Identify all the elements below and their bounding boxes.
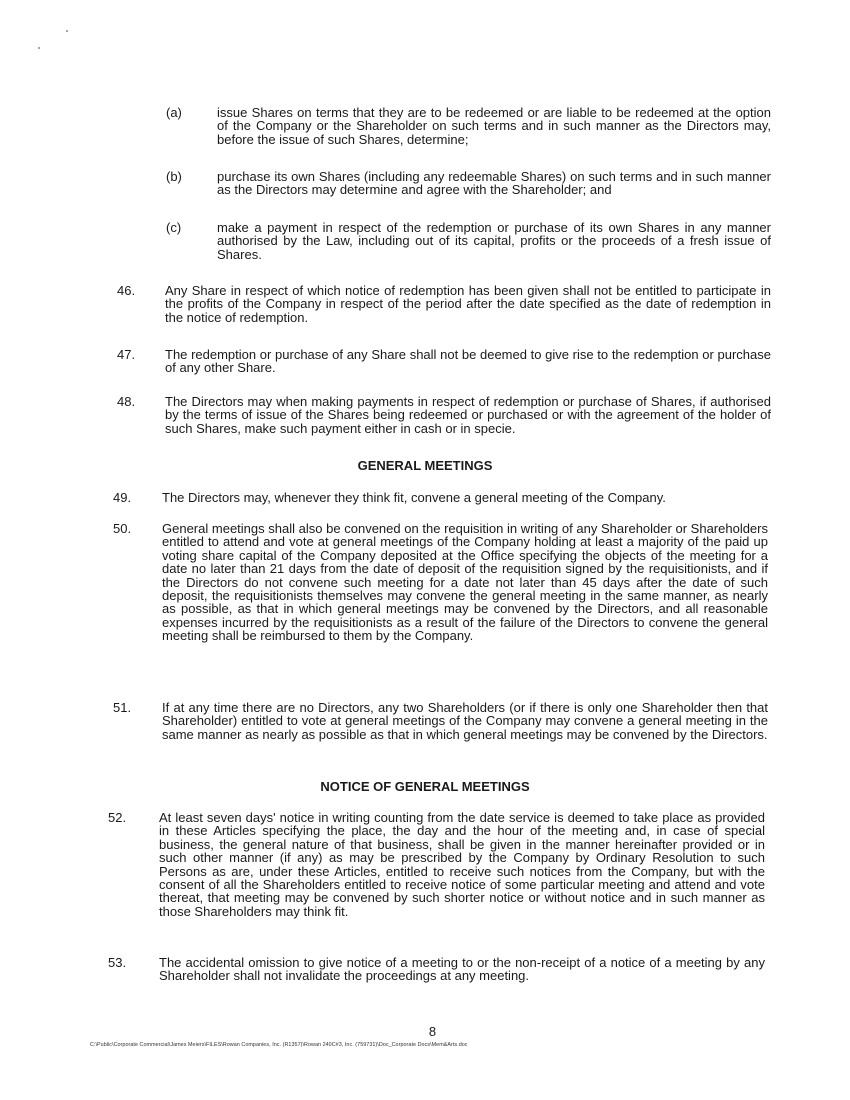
scan-speck	[38, 47, 40, 49]
clause-text-51: If at any time there are no Directors, any two Shareholders (or if there is only one Shareholder then that Shareholder) entitled to vote at general meetings of the Company may convene a general meeting in the same manner as nearly as possible as that in which general meetings may be convened by the Directors.	[162, 700, 768, 742]
section-heading-notice-of-general-meetings: NOTICE OF GENERAL MEETINGS	[320, 779, 530, 794]
sub-item-label-b: (b)	[166, 169, 182, 184]
scan-speck	[66, 30, 68, 32]
clause-text-48: The Directors may when making payments in respect of redemption or purchase of Shares, if authorised by the terms of issue of the Shares being redeemed or purchased or with the agreement of the holder of such Shares, make such payment either in cash or in specie.	[165, 394, 771, 436]
sub-item-text-a: issue Shares on terms that they are to be redeemed or are liable to be redeemed at the option of the Company or the Shareholder on such terms and in such manner as the Directors may, before the issue of such Shares, determine;	[217, 105, 771, 147]
clause-number-46: 46.	[117, 283, 136, 298]
clause-text-53: The accidental omission to give notice of a meeting to or the non-receipt of a notice of a meeting by any Shareholder shall not invalidate the proceedings at any meeting.	[159, 955, 765, 984]
sub-item-label-c: (c)	[166, 220, 182, 235]
clause-number-51: 51.	[113, 700, 132, 715]
clause-number-48: 48.	[117, 394, 136, 409]
clause-number-50: 50.	[113, 521, 132, 536]
clause-text-46: Any Share in respect of which notice of redemption has been given shall not be entitled to participate in the profits of the Company in respect of the period after the date specified as the date of redemption in the notice of redemption.	[165, 283, 771, 325]
clause-text-50: General meetings shall also be convened on the requisition in writing of any Shareholder or Shareholders entitled to attend and vote at general meetings of the Company holding at least a majority of the paid up voting share capital of the Company deposited at the Office specifying the objects of the meeting for a date no later than 21 days from the date of deposit of the requisition signed by the requisitionists, and if the Directors do not convene such meeting for a date not later than 45 days after the date of such deposit, the requisitionists themselves may convene the general meeting in the same manner, as nearly as possible, as that in which general meetings may be convened by the Directors, and all reasonable expenses incurred by the requisitionists as a result of the failure of the Directors to convene the general meeting shall be reimbursed to them by the Company.	[162, 521, 768, 644]
sub-item-label-a: (a)	[166, 105, 182, 120]
page-number: 8	[428, 1024, 437, 1039]
sub-item-text-c: make a payment in respect of the redemption or purchase of its own Shares in any manner authorised by the Law, including out of its capital, profits or the proceeds of a fresh issue of Shares.	[217, 220, 771, 262]
clause-number-53: 53.	[108, 955, 127, 970]
file-path-footer: C:\Public\Corporate Commercial\James Meiers\FILES\Rowan Companies, Inc. (R1357)\Rowan 240C#3, Inc. (759731)\Doc_Corporate Docs\Mem&Arts.doc	[90, 1042, 468, 1048]
clause-number-49: 49.	[113, 490, 132, 505]
clause-text-49: The Directors may, whenever they think fit, convene a general meeting of the Company.	[162, 490, 666, 505]
clause-text-47: The redemption or purchase of any Share shall not be deemed to give rise to the redemption or purchase of any other Share.	[165, 347, 771, 376]
clause-text-52: At least seven days' notice in writing counting from the date service is deemed to take place as provided in these Articles specifying the place, the day and the hour of the meeting and, in case of special business, the general nature of that business, shall be given in the manner hereinafter provided or in such other manner (if any) as may be prescribed by the Company by Ordinary Resolution to such Persons as are, under these Articles, entitled to receive such notices from the Company, but with the consent of all the Shareholders entitled to receive notice of some particular meeting and attend and vote thereat, that meeting may be convened by such shorter notice or without notice and in such manner as those Shareholders may think fit.	[159, 810, 765, 919]
sub-item-text-b: purchase its own Shares (including any redeemable Shares) on such terms and in such manner as the Directors may determine and agree with the Shareholder; and	[217, 169, 771, 198]
section-heading-general-meetings: GENERAL MEETINGS	[357, 458, 493, 473]
clause-number-52: 52.	[108, 810, 127, 825]
clause-number-47: 47.	[117, 347, 136, 362]
